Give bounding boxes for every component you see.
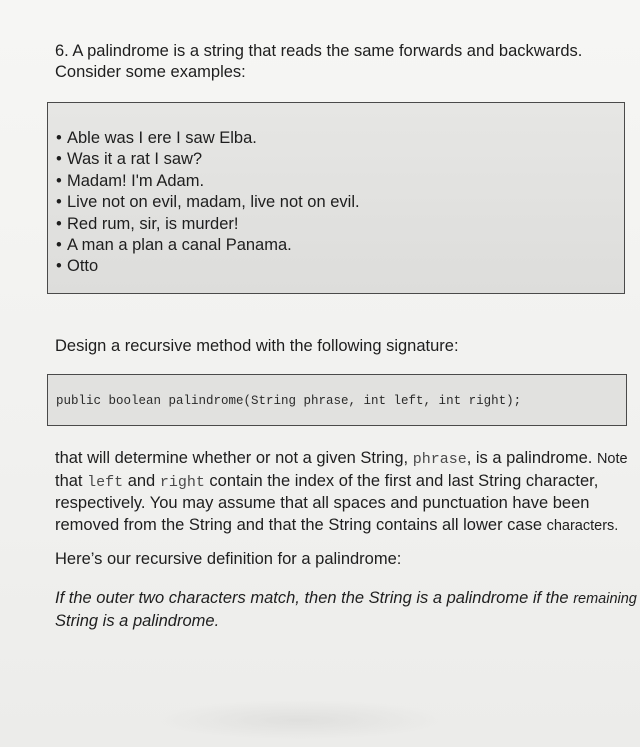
example-item: • Madam! I'm Adam. — [56, 171, 360, 192]
example-item: • Otto — [56, 256, 360, 277]
recursive-definition — [55, 588, 637, 632]
definition-intro: Here’s our recursive definition for a palindrome: — [55, 550, 402, 568]
text-run: that will determine whether or not a given String, — [55, 449, 413, 467]
example-item: • Live not on evil, madam, live not on evil. — [56, 192, 360, 213]
definition-line-1 — [55, 588, 637, 611]
text-run: If the outer two characters match, then the String is a palindrome if the — [55, 589, 574, 607]
examples-box — [47, 102, 625, 294]
text-run: and — [123, 471, 160, 490]
example-item: • Able was I ere I saw Elba. — [56, 128, 360, 149]
example-item: • A man a plan a canal Panama. — [56, 235, 360, 256]
design-prompt: Design a recursive method with the following signature: — [55, 337, 459, 355]
example-item: • Red rum, sir, is murder! — [56, 214, 360, 235]
paper-smudge — [150, 700, 450, 740]
method-signature: public boolean palindrome(String phrase, int left, int right); — [56, 394, 522, 408]
intro-line-1: 6. A palindrome is a string that reads the same forwards and backwards. — [55, 42, 583, 60]
signature-box — [47, 374, 627, 426]
code-phrase: phrase — [412, 451, 467, 468]
code-right: right — [159, 473, 205, 491]
paragraph-line-2 — [55, 471, 630, 494]
definition-line-2: String is a palindrome. — [55, 611, 220, 630]
text-run: removed from the String and that the String contains all lower case — [55, 515, 547, 534]
examples-list — [56, 128, 360, 278]
paragraph-line-1 — [55, 448, 630, 471]
question-intro — [55, 41, 615, 83]
example-item: • Was it a rat I saw? — [56, 149, 360, 170]
text-run: remaining — [573, 591, 637, 607]
paragraph-line-3: respectively. You may assume that all spaces and punctuation have been — [55, 494, 590, 512]
text-run: that — [55, 471, 88, 490]
text-run: , is a palindrome. — [466, 449, 597, 467]
intro-line-2: Consider some examples: — [55, 63, 246, 81]
description-paragraph — [55, 448, 630, 537]
text-run: characters. — [546, 517, 619, 534]
code-left: left — [87, 473, 124, 491]
text-run: Note — [596, 451, 628, 467]
text-run: contain the index of the first and last String character, — [204, 471, 599, 490]
paragraph-line-4 — [55, 515, 630, 538]
